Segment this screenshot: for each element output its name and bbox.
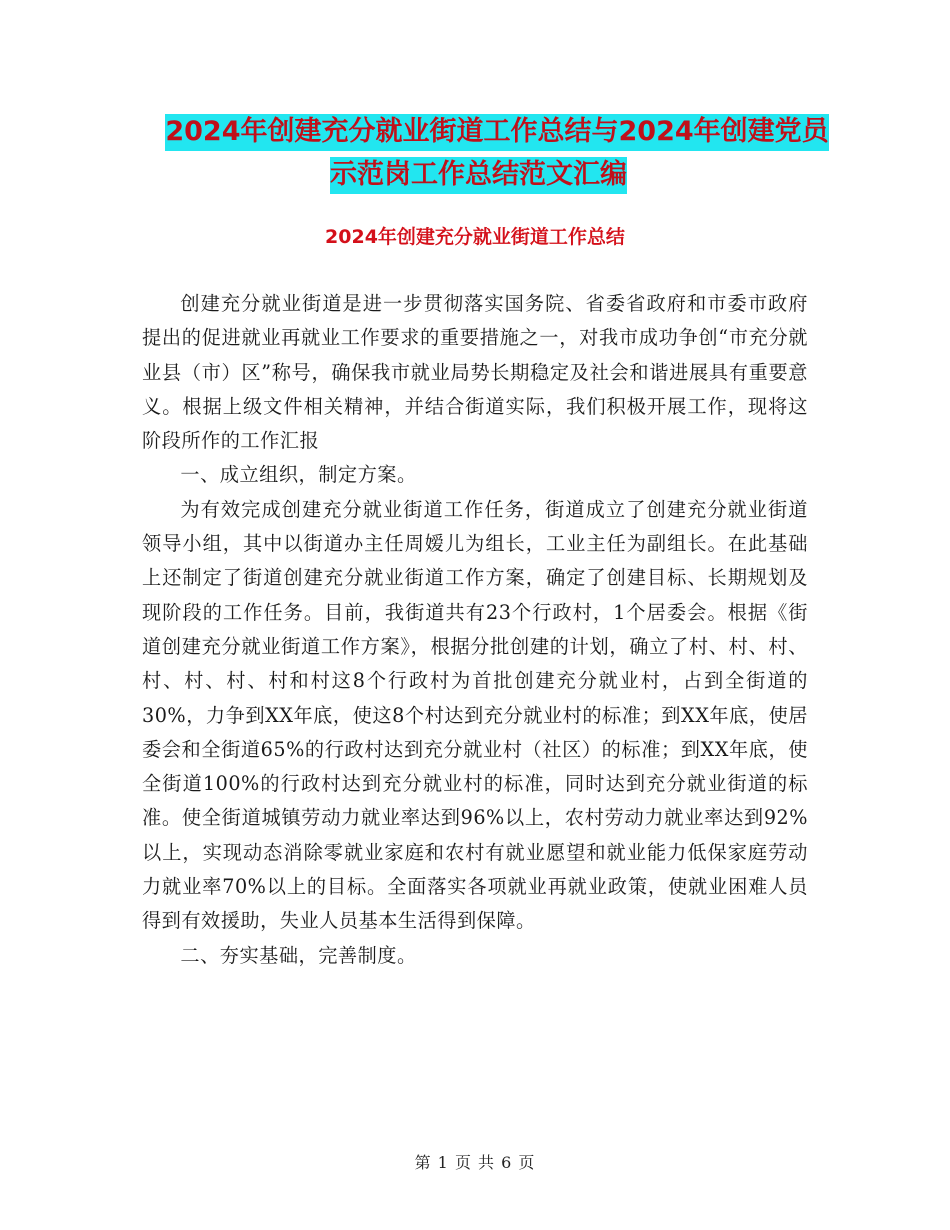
title-highlight: 示范岗工作总结范文汇编 [330,157,627,194]
section-title: 2024年创建充分就业街道工作总结 [325,226,625,248]
document-body [142,287,808,973]
paragraph-section-1: 为有效完成创建充分就业街道工作任务，街道成立了创建充分就业街道领导小组，其中以街道办主任周嫒儿为组长，工业主任为副组长。在此基础上还制定了街道创建充分就业街道工作方案，确定了创建目标、长期规划及现阶段的工作任务。目前，我街道共有23个行政村，1个居委会。根据《街道创建充分就业街道工作方案》，根据分批创建的计划，确立了村、村、村、村、村、村、村和村这8个行政村为首批创建充分就业村，占到全街道的30%，力争到XX年底，使这8个村达到充分就业村的标准；到XX年底，使居委会和全街道65%的行政村达到充分就业村（社区）的标准；到XX年底，使全街道100%的行政村达到充分就业村的标准，同时达到充分就业街道的标准。使全街道城镇劳动力就业率达到96%以上，农村劳动力就业率达到92%以上，实现动态消除零就业家庭和农村有就业愿望和就业能力低保家庭劳动力就业率70%以上的目标。全面落实各项就业再就业政策，使就业困难人员得到有效援助，失业人员基本生活得到保障。 [142,497,808,933]
paragraph-intro: 创建充分就业街道是进一步贯彻落实国务院、省委省政府和市委市政府提出的促进就业再就业工作要求的重要措施之一，对我市成功争创“市充分就业县（市）区”称号，确保我市就业局势长期稳定及社会和谐进展具有重要意义。根据上级文件相关精神，并结合街道实际，我们积极开展工作，现将这阶段所作的工作汇报 [142,292,808,453]
page-footer [0,1150,950,1173]
document-title-line-1 [22,108,950,156]
paragraph-heading-1: 一、成立组织，制定方案。 [180,463,417,487]
document-title-line-2 [0,151,950,199]
paragraph-heading-2: 二、夯实基础，完善制度。 [180,943,417,967]
title-highlight: 2024年创建充分就业街道工作总结与2024年创建党员 [165,114,828,151]
page-number: 第 1 页 共 6 页 [414,1153,536,1172]
